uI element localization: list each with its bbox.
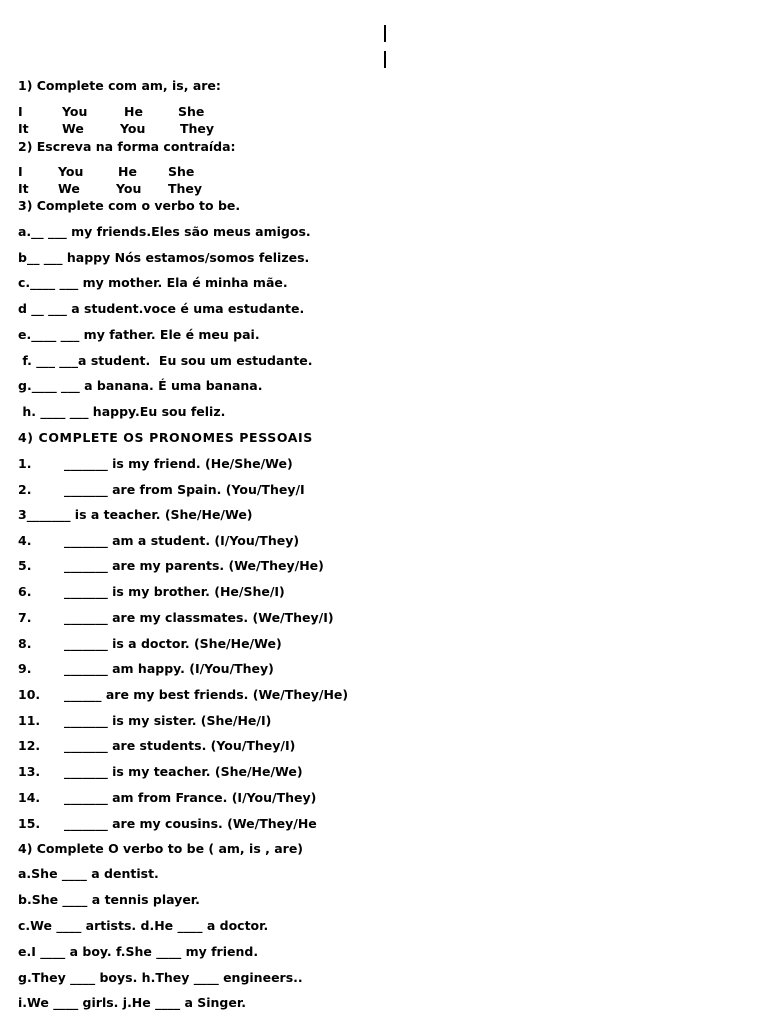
list-item-text: _______ are my cousins. (We/They/He <box>64 816 317 831</box>
list-item-text: _______ are my parents. (We/They/He) <box>64 558 324 573</box>
list-item-text: 3_______ is a teacher. (She/He/We) <box>18 507 253 522</box>
list-item-text: ______ are my best friends. (We/They/He) <box>64 687 349 702</box>
pronoun-cell: You <box>116 181 142 196</box>
list-item-text: _______ is a doctor. (She/He/We) <box>64 636 282 651</box>
section2-title: 2) Escreva na forma contraída: <box>18 139 236 154</box>
pronoun-cell: They <box>168 181 203 196</box>
pronoun-cell: She <box>178 104 205 119</box>
list-item-number: 7. <box>18 610 32 625</box>
pronoun-cell: He <box>118 164 137 179</box>
list-item-text: _______ are students. (You/They/I) <box>64 738 296 753</box>
section1-title: 1) Complete com am, is, are: <box>18 78 221 93</box>
list-item-number: 1. <box>18 456 32 471</box>
pronoun-cell: They <box>180 121 215 136</box>
exercise-line: g.They ____ boys. h.They ____ engineers.. <box>18 970 303 985</box>
pronoun-cell: He <box>124 104 143 119</box>
exercise-line: a.__ ___ my friends.Eles são meus amigos. <box>18 224 311 239</box>
list-item-text: _______ am a student. (I/You/They) <box>64 533 300 548</box>
exercise-line: b.She ____ a tennis player. <box>18 892 200 907</box>
list-item-number: 2. <box>18 482 32 497</box>
list-item-text: _______ are my classmates. (We/They/I) <box>64 610 334 625</box>
pronoun-cell: We <box>58 181 80 196</box>
section3-title: 3) Complete com o verbo to be. <box>18 198 241 213</box>
list-item-number: 9. <box>18 661 32 676</box>
pronoun-cell: She <box>168 164 195 179</box>
pronoun-cell: I <box>18 164 23 179</box>
list-item-text: _______ am happy. (I/You/They) <box>64 661 274 676</box>
pronoun-cell: You <box>62 104 88 119</box>
exercise-line: g.____ ___ a banana. É uma banana. <box>18 378 263 393</box>
pronoun-cell: It <box>18 121 29 136</box>
exercise-line: d __ ___ a student.voce é uma estudante. <box>18 301 305 316</box>
exercise-line: c.____ ___ my mother. Ela é minha mãe. <box>18 275 288 290</box>
section4-title: 4) COMPLETE OS PRONOMES PESSOAIS <box>18 430 313 445</box>
list-item-number: 4. <box>18 533 32 548</box>
list-item-number: 12. <box>18 738 41 753</box>
list-item-number: 6. <box>18 584 32 599</box>
pronoun-cell: It <box>18 181 29 196</box>
exercise-line: b__ ___ happy Nós estamos/somos felizes. <box>18 250 310 265</box>
pronoun-cell: You <box>120 121 146 136</box>
exercise-line: e.____ ___ my father. Ele é meu pai. <box>18 327 260 342</box>
list-item-text: _______ is my friend. (He/She/We) <box>64 456 293 471</box>
pronoun-cell: I <box>18 104 23 119</box>
text-cursor-marker <box>384 51 386 68</box>
list-item-number: 8. <box>18 636 32 651</box>
list-item-text: _______ are from Spain. (You/They/I <box>64 482 305 497</box>
list-item-text: _______ is my brother. (He/She/I) <box>64 584 285 599</box>
list-item-text: _______ am from France. (I/You/They) <box>64 790 317 805</box>
exercise-line: h. ____ ___ happy.Eu sou feliz. <box>18 404 226 419</box>
list-item-number: 14. <box>18 790 41 805</box>
list-item-number: 15. <box>18 816 41 831</box>
pronoun-cell: We <box>62 121 84 136</box>
exercise-line: f. ___ ___a student. Eu sou um estudante. <box>18 353 313 368</box>
list-item-text: _______ is my teacher. (She/He/We) <box>64 764 303 779</box>
section5-title: 4) Complete O verbo to be ( am, is , are) <box>18 841 304 856</box>
exercise-line: i.We ____ girls. j.He ____ a Singer. <box>18 995 246 1010</box>
text-cursor-marker <box>384 25 386 42</box>
exercise-line: e.I ____ a boy. f.She ____ my friend. <box>18 944 259 959</box>
list-item-number: 5. <box>18 558 32 573</box>
list-item-text: _______ is my sister. (She/He/I) <box>64 713 272 728</box>
list-item-number: 13. <box>18 764 41 779</box>
exercise-line: a.She ____ a dentist. <box>18 866 159 881</box>
exercise-line: c.We ____ artists. d.He ____ a doctor. <box>18 918 269 933</box>
list-item-number: 10. <box>18 687 41 702</box>
list-item-number: 11. <box>18 713 41 728</box>
pronoun-cell: You <box>58 164 84 179</box>
